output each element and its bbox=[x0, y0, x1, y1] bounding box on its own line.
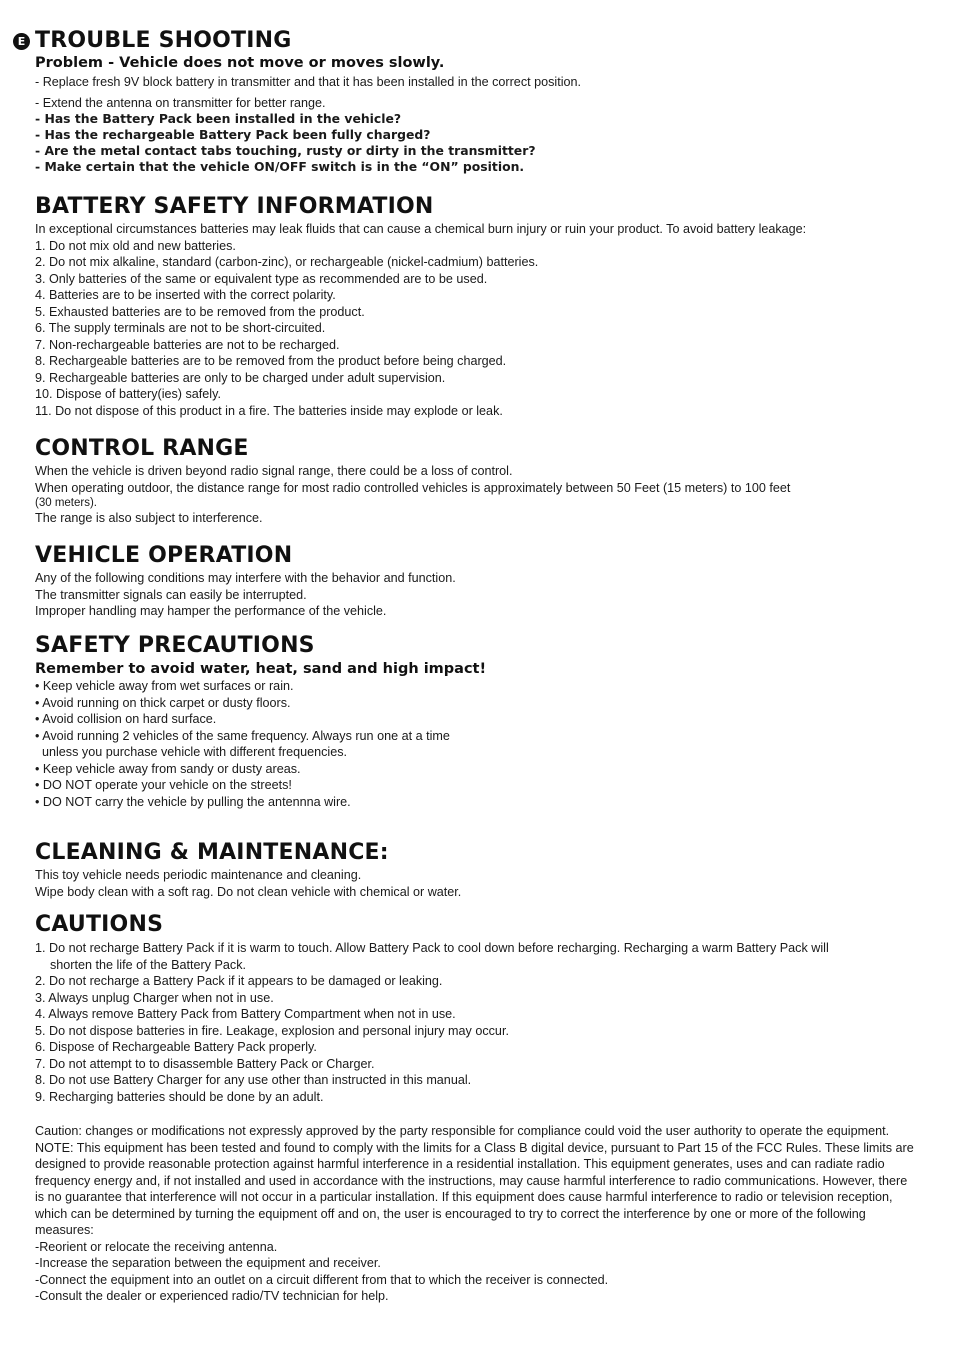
battery-item: 11. Do not dispose of this product in a fire. The batteries inside may explode or leak. bbox=[35, 403, 503, 418]
battery-item: 1. Do not mix old and new batteries. bbox=[35, 238, 236, 253]
trouble-check: - Has the rechargeable Battery Pack been fully charged? bbox=[35, 127, 431, 142]
battery-safety-section bbox=[35, 194, 915, 419]
fcc-caution: Caution: changes or modifications not expressly approved by the party responsible for compliance could void the user authority to operate the equipment. bbox=[35, 1124, 890, 1138]
trouble-line: - Extend the antenna on transmitter for better range. bbox=[35, 95, 326, 110]
cautions-item: 9. Recharging batteries should be done by an adult. bbox=[35, 1089, 324, 1104]
battery-item: 3. Only batteries of the same or equivalent type as recommended are to be used. bbox=[35, 271, 488, 286]
cautions-item: 6. Dispose of Rechargeable Battery Pack properly. bbox=[35, 1040, 317, 1054]
cautions-title: CAUTIONS bbox=[35, 912, 164, 937]
control-range-section bbox=[35, 436, 915, 527]
cautions-item: 2. Do not recharge a Battery Pack if it appears to be damaged or leaking. bbox=[35, 974, 443, 988]
vehicle-operation-title: VEHICLE OPERATION bbox=[35, 543, 293, 568]
safety-item: • DO NOT carry the vehicle by pulling the antennna wire. bbox=[35, 794, 351, 809]
control-range-title: CONTROL RANGE bbox=[35, 436, 249, 461]
battery-intro: In exceptional circumstances batteries may leak fluids that can cause a chemical burn injury or ruin your product. To avoid battery leakage: bbox=[35, 222, 807, 236]
language-marker: E bbox=[13, 33, 30, 50]
fcc-note: NOTE: This equipment has been tested and found to comply with the limits for a Class B digital device, pursuant to Part 15 of the FCC Rules. These limits are designed to provide reasonable protection against harmful interference in a residential installation. This equipment generates, uses and can radiate radio frequency energy and, if not installed and used in accordance with the instructions, may cause harmful interference to radio communications. However, there is no guarantee that interference will not occur in a particular installation. If this equipment does cause harmful interference to radio or television reception, which can be determined by turning the equipment off and on, the user is encouraged to try to correct the interference by one or more of the following measures: bbox=[35, 1140, 914, 1237]
range-line: When operating outdoor, the distance range for most radio controlled vehicles is approximately between 50 Feet (15 meters) to 100 feet bbox=[35, 480, 791, 495]
operation-line: Any of the following conditions may interfere with the behavior and function. bbox=[35, 571, 456, 585]
safety-precautions-title: SAFETY PRECAUTIONS bbox=[35, 633, 315, 658]
range-line: (30 meters). bbox=[35, 497, 97, 509]
trouble-check: - Are the metal contact tabs touching, rusty or dirty in the transmitter? bbox=[35, 143, 536, 158]
battery-item: 6. The supply terminals are not to be short-circuited. bbox=[35, 321, 326, 335]
cautions-section bbox=[35, 912, 915, 1105]
cleaning-title: CLEANING & MAINTENANCE: bbox=[35, 840, 389, 865]
fcc-measure: -Reorient or relocate the receiving antenna. bbox=[35, 1239, 278, 1254]
trouble-line: - Replace fresh 9V block battery in transmitter and that it has been installed in the correct position. bbox=[35, 75, 582, 89]
fcc-section bbox=[35, 1123, 915, 1305]
safety-precautions-section bbox=[35, 633, 915, 810]
battery-item: 10. Dispose of battery(ies) safely. bbox=[35, 387, 221, 401]
safety-item: • Keep vehicle away from sandy or dusty areas. bbox=[35, 761, 301, 776]
safety-item: unless you purchase vehicle with different frequencies. bbox=[35, 745, 347, 759]
cautions-item: 5. Do not dispose batteries in fire. Leakage, explosion and personal injury may occur. bbox=[35, 1023, 509, 1038]
operation-line: The transmitter signals can easily be interrupted. bbox=[35, 587, 307, 602]
fcc-measure: -Connect the equipment into an outlet on a circuit different from that to which the receiver is connected. bbox=[35, 1272, 609, 1287]
cautions-item: 7. Do not attempt to to disassemble Battery Pack or Charger. bbox=[35, 1056, 375, 1071]
battery-item: 4. Batteries are to be inserted with the correct polarity. bbox=[35, 288, 336, 302]
safety-item: • Avoid running 2 vehicles of the same frequency. Always run one at a time bbox=[35, 728, 450, 743]
range-line: When the vehicle is driven beyond radio signal range, there could be a loss of control. bbox=[35, 464, 513, 478]
safety-item: • Avoid running on thick carpet or dusty floors. bbox=[35, 695, 291, 710]
trouble-check: - Make certain that the vehicle ON/OFF switch is in the “ON” position. bbox=[35, 159, 525, 174]
cautions-item: shorten the life of the Battery Pack. bbox=[50, 957, 247, 972]
cautions-item: 8. Do not use Battery Charger for any use other than instructed in this manual. bbox=[35, 1073, 472, 1087]
safety-subtitle: Remember to avoid water, heat, sand and high impact! bbox=[35, 661, 487, 677]
safety-item: • Avoid collision on hard surface. bbox=[35, 712, 217, 726]
cautions-item: 1. Do not recharge Battery Pack if it is warm to touch. Allow Battery Pack to cool down before recharging. Recharging a warm Battery Pack will bbox=[35, 941, 829, 955]
battery-item: 5. Exhausted batteries are to be removed from the product. bbox=[35, 304, 365, 319]
cautions-item: 3. Always unplug Charger when not in use. bbox=[35, 990, 274, 1005]
battery-safety-title: BATTERY SAFETY INFORMATION bbox=[35, 194, 434, 219]
fcc-measure: -Increase the separation between the equipment and receiver. bbox=[35, 1256, 381, 1270]
safety-item: • Keep vehicle away from wet surfaces or rain. bbox=[35, 679, 294, 693]
cleaning-section bbox=[35, 840, 915, 900]
cleaning-line: This toy vehicle needs periodic maintenance and cleaning. bbox=[35, 868, 362, 882]
cleaning-line: Wipe body clean with a soft rag. Do not clean vehicle with chemical or water. bbox=[35, 884, 462, 899]
battery-item: 9. Rechargeable batteries are only to be charged under adult supervision. bbox=[35, 370, 446, 385]
safety-item: • DO NOT operate your vehicle on the streets! bbox=[35, 778, 292, 792]
range-line: The range is also subject to interference. bbox=[35, 511, 263, 525]
battery-item: 7. Non-rechargeable batteries are not to be recharged. bbox=[35, 337, 340, 352]
fcc-measure: -Consult the dealer or experienced radio/TV technician for help. bbox=[35, 1289, 389, 1303]
battery-item: 2. Do not mix alkaline, standard (carbon-zinc), or rechargeable (nickel-cadmium) batteries. bbox=[35, 255, 539, 269]
trouble-check: - Has the Battery Pack been installed in the vehicle? bbox=[35, 111, 402, 126]
operation-line: Improper handling may hamper the performance of the vehicle. bbox=[35, 604, 387, 618]
battery-item: 8. Rechargeable batteries are to be removed from the product before being charged. bbox=[35, 354, 507, 368]
trouble-shooting-section bbox=[35, 28, 915, 175]
trouble-shooting-title: TROUBLE SHOOTING bbox=[35, 28, 292, 53]
cautions-item: 4. Always remove Battery Pack from Battery Compartment when not in use. bbox=[35, 1007, 456, 1021]
trouble-problem: Problem - Vehicle does not move or moves slowly. bbox=[35, 55, 445, 71]
vehicle-operation-section bbox=[35, 543, 915, 620]
